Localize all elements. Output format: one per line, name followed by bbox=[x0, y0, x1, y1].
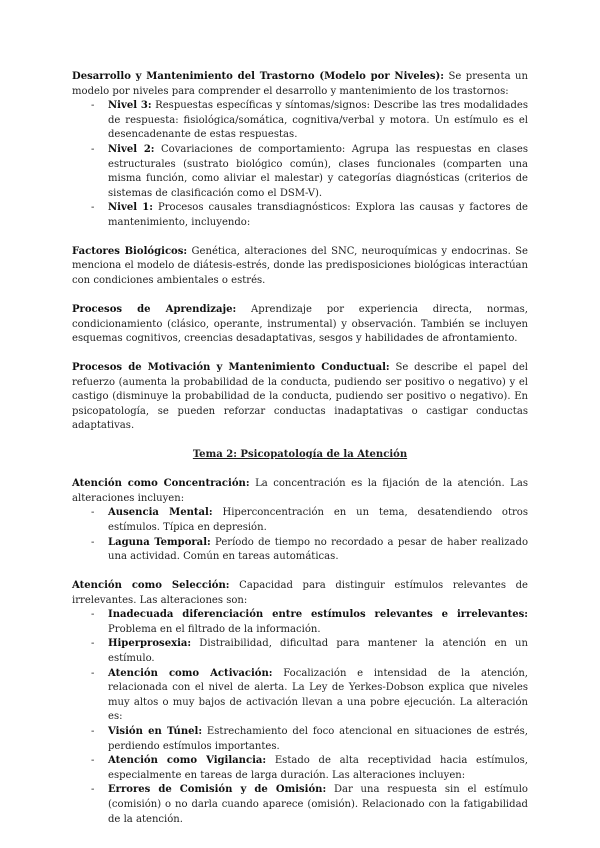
section bbox=[72, 477, 528, 565]
section-text: Se describe el papel del refuerzo (aumenta la probabilidad de la conducta, pudiendo ser positivo o negativo) y el castigo (disminuye la probabilidad de la conducta, pudiendo ser positivo o negativo). En psicopatología, se pueden reforzar conductas inadaptativas o castigar conductas adaptativas. bbox=[72, 361, 528, 432]
section-heading: Atención como Concentración: bbox=[72, 478, 250, 490]
section-text: Capacidad para distinguir estímulos relevantes de irrelevantes. Las alteraciones son: bbox=[72, 580, 528, 606]
bullet-list bbox=[72, 608, 528, 827]
item-text: Procesos causales transdiagnósticos: Explora las causas y factores de mantenimiento, incluyendo: bbox=[108, 202, 528, 228]
sections-part-1 bbox=[72, 70, 528, 434]
list-item bbox=[72, 783, 528, 827]
item-text: Hiperconcentración en un tema, desatendiendo otros estímulos. Típica en depresión. bbox=[108, 507, 529, 533]
list-item bbox=[72, 99, 528, 143]
item-term: Errores de Comisión y de Omisión: bbox=[108, 784, 327, 796]
dash-bullet-icon: - bbox=[91, 784, 95, 796]
item-term: Visión en Túnel: bbox=[108, 725, 203, 737]
bullet-list bbox=[72, 99, 528, 230]
section-paragraph bbox=[72, 303, 528, 347]
bullet-list bbox=[72, 506, 528, 564]
item-term: Laguna Temporal: bbox=[108, 536, 211, 548]
list-item bbox=[72, 201, 528, 230]
section-paragraph bbox=[72, 579, 528, 608]
section bbox=[72, 70, 528, 231]
item-text: Estrechamiento del foco atencional en situaciones de estrés, perdiendo estímulos importantes. bbox=[108, 725, 528, 752]
list-item bbox=[72, 506, 528, 535]
item-term: Nivel 1: bbox=[108, 202, 154, 214]
item-term: Atención como Vigilancia: bbox=[108, 755, 267, 767]
section-heading: Atención como Selección: bbox=[72, 580, 230, 591]
section-paragraph bbox=[72, 245, 528, 289]
item-term: Nivel 3: bbox=[108, 100, 152, 112]
item-text: Covariaciones de comportamiento: Agrupa las respuestas en clases estructurales (sustrato biológico común), clases funcionales (comparten una misma función, como aliviar el malestar) y categorías diagnósticas (criterios de sistemas de clasificación como el DSM-V). bbox=[108, 143, 528, 199]
section-text: Genética, alteraciones del SNC, neuroquímicas y endocrinas. Se menciona el modelo de diátesis-estrés, donde las predisposiciones biológicas interactúan con condiciones ambientales o estrés. bbox=[72, 245, 528, 287]
item-term: Atención como Activación: bbox=[108, 667, 273, 679]
list-item bbox=[72, 637, 528, 666]
section bbox=[72, 361, 528, 434]
item-text: Problema en el filtrado de la información. bbox=[108, 623, 321, 635]
list-item bbox=[72, 667, 528, 725]
sections-part-2 bbox=[72, 477, 528, 827]
list-item bbox=[72, 754, 528, 783]
section-text: La concentración es la fijación de la atención. Las alteraciones incluyen: bbox=[72, 478, 529, 504]
list-item bbox=[72, 725, 528, 754]
section bbox=[72, 579, 528, 827]
item-term: Inadecuada diferenciación entre estímulos relevantes e irrelevantes: bbox=[108, 609, 528, 621]
item-term: Hiperprosexia: bbox=[108, 638, 192, 650]
dash-bullet-icon: - bbox=[91, 609, 95, 621]
item-text: Distraibilidad, dificultad para mantener la atención en un estímulo. bbox=[108, 638, 528, 664]
item-text: Dar una respuesta sin el estímulo (comisión) o no darla cuando aparece (omisión). Relacionado con la fatigabilidad de la atención. bbox=[108, 784, 528, 825]
section-heading: Procesos de Motivación y Mantenimiento Conductual: bbox=[72, 361, 390, 373]
topic-title-text: Tema 2: Psicopatología de la Atención bbox=[192, 449, 408, 461]
item-term: Ausencia Mental: bbox=[108, 507, 213, 519]
item-text: Estado de alta receptividad hacia estímulos, especialmente en tareas de larga duración. Las alteraciones incluyen: bbox=[108, 755, 528, 781]
section-text: Se presenta un modelo por niveles para comprender el desarrollo y mantenimiento de los trastornos: bbox=[72, 71, 528, 97]
dash-bullet-icon: - bbox=[91, 507, 95, 519]
section bbox=[72, 303, 528, 347]
list-item bbox=[72, 143, 528, 201]
section-paragraph bbox=[72, 477, 528, 506]
document-page bbox=[72, 70, 528, 841]
dash-bullet-icon: - bbox=[91, 667, 95, 679]
list-item bbox=[72, 608, 528, 637]
section-heading: Desarrollo y Mantenimiento del Trastorno (Modelo por Niveles): bbox=[72, 71, 444, 82]
dash-bullet-icon: - bbox=[91, 100, 95, 112]
item-text: Período de tiempo no recordado a pesar de haber realizado una actividad. Común en tareas automáticas. bbox=[108, 536, 528, 563]
item-term: Nivel 2: bbox=[108, 143, 155, 155]
item-text: Respuestas específicas y síntomas/signos: Describe las tres modalidades de respuesta: fisiológica/somática, cognitiva/verbal y motora. Un estímulo es el desencadenante de estas respuestas. bbox=[108, 100, 528, 141]
dash-bullet-icon: - bbox=[91, 202, 95, 214]
topic-title bbox=[72, 448, 528, 463]
section-heading: Factores Biológicos: bbox=[72, 245, 188, 257]
section bbox=[72, 245, 528, 289]
section-paragraph bbox=[72, 361, 528, 434]
item-text: Focalización e intensidad de la atención, relacionada con el nivel de alerta. La Ley de Yerkes-Dobson explica que niveles muy altos o muy bajos de activación llevan a una pobre ejecución. La alteración es: bbox=[108, 667, 528, 723]
dash-bullet-icon: - bbox=[91, 755, 95, 767]
dash-bullet-icon: - bbox=[91, 536, 95, 548]
list-item bbox=[72, 536, 528, 565]
section-heading: Procesos de Aprendizaje: bbox=[72, 303, 237, 315]
dash-bullet-icon: - bbox=[91, 638, 95, 650]
section-text: Aprendizaje por experiencia directa, normas, condicionamiento (clásico, operante, instrumental) y observación. También se incluyen esquemas cognitivos, creencias desadaptativas, sesgos y habilidades de afrontamiento. bbox=[72, 303, 529, 345]
section-paragraph bbox=[72, 70, 528, 99]
dash-bullet-icon: - bbox=[91, 725, 95, 737]
dash-bullet-icon: - bbox=[91, 143, 95, 155]
